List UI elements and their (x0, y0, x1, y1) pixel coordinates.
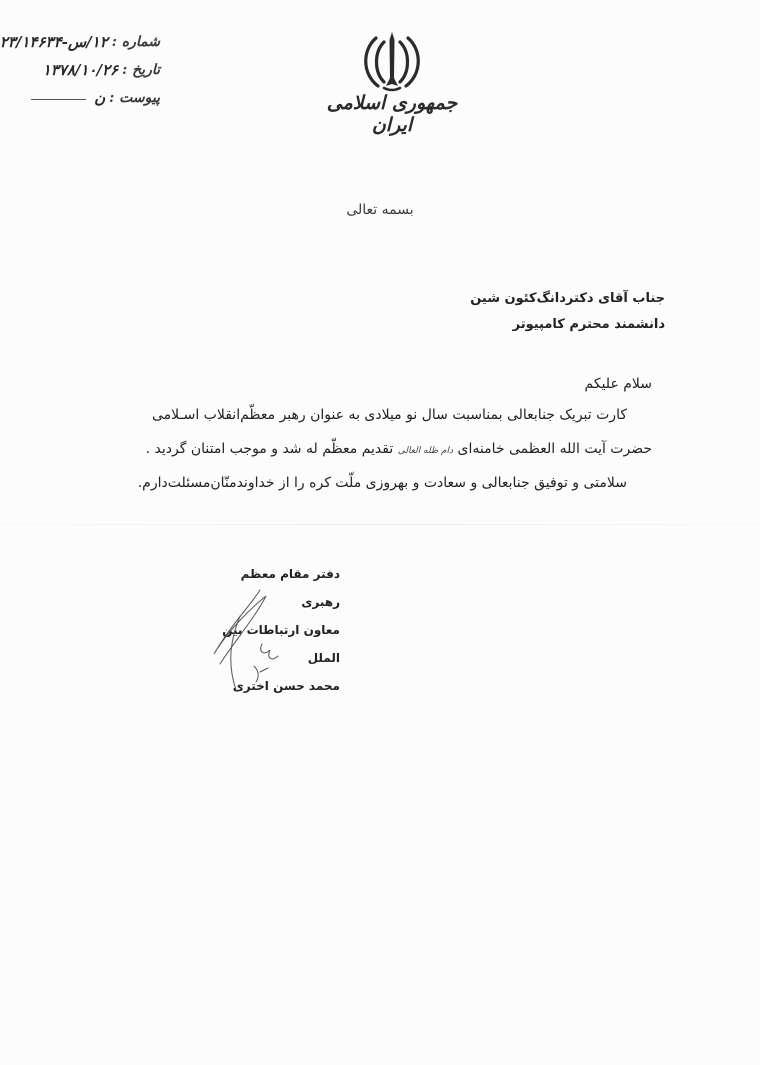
date-label: تاریخ : (122, 62, 160, 78)
greeting: سلام علیکم (584, 376, 652, 392)
number-label: شماره : (111, 34, 160, 50)
attachment-value: ن (94, 89, 106, 107)
recipient-name: جناب آقای دکتردانگ‌کئون شین (470, 291, 665, 306)
paragraph-2-start: حضرت آیت الله العظمی خامنه‌ای (457, 441, 652, 457)
signature-title: معاون ارتباطات بین الملل (222, 623, 340, 665)
attachment-underline (31, 84, 86, 100)
handwritten-signature-icon (200, 586, 290, 696)
honorific-phrase: دام ظله العالی (397, 446, 454, 456)
date-row (10, 56, 160, 84)
attachment-label: پیوست : (109, 90, 160, 106)
number-value: ۱۲/س-۲۳/۱۴۶۳۴ (0, 33, 108, 51)
iran-emblem-icon (354, 28, 430, 94)
attachment-row (10, 84, 160, 112)
paragraph-2 (92, 432, 652, 466)
recipient-title: دانشمند محترم کامپیوتر (512, 317, 665, 332)
recipient-block (470, 286, 665, 338)
country-name: جمهوری اسلامی ایران (326, 92, 458, 136)
paper-fold-line (0, 524, 760, 525)
paragraph-1: کارت تبریک جنابعالی بمناسبت سال نو میلادی به عنوان رهبر معظّم‌انقلاب اسـلامی (151, 407, 627, 423)
paragraph-3: سلامتی و توفیق جنابعالی و سعادت و بهروزی ملّت کره را از خداوندمنّان‌مسئلت‌دارم. (137, 475, 627, 491)
signature-name: محمد حسن اختری (232, 679, 340, 693)
letter-meta (0, 28, 160, 112)
bismillah-heading: بسمه تعالی (346, 202, 414, 218)
paragraph-2-end: تقدیم معظّم له شد و موجب امتنان گردید . (145, 441, 394, 457)
letter-body (92, 370, 652, 500)
signature-office: دفتر مقام معظم رهبری (240, 567, 340, 609)
number-row (0, 28, 160, 56)
date-value: ۱۳۷۸/۱۰/۲۶ (42, 61, 119, 79)
